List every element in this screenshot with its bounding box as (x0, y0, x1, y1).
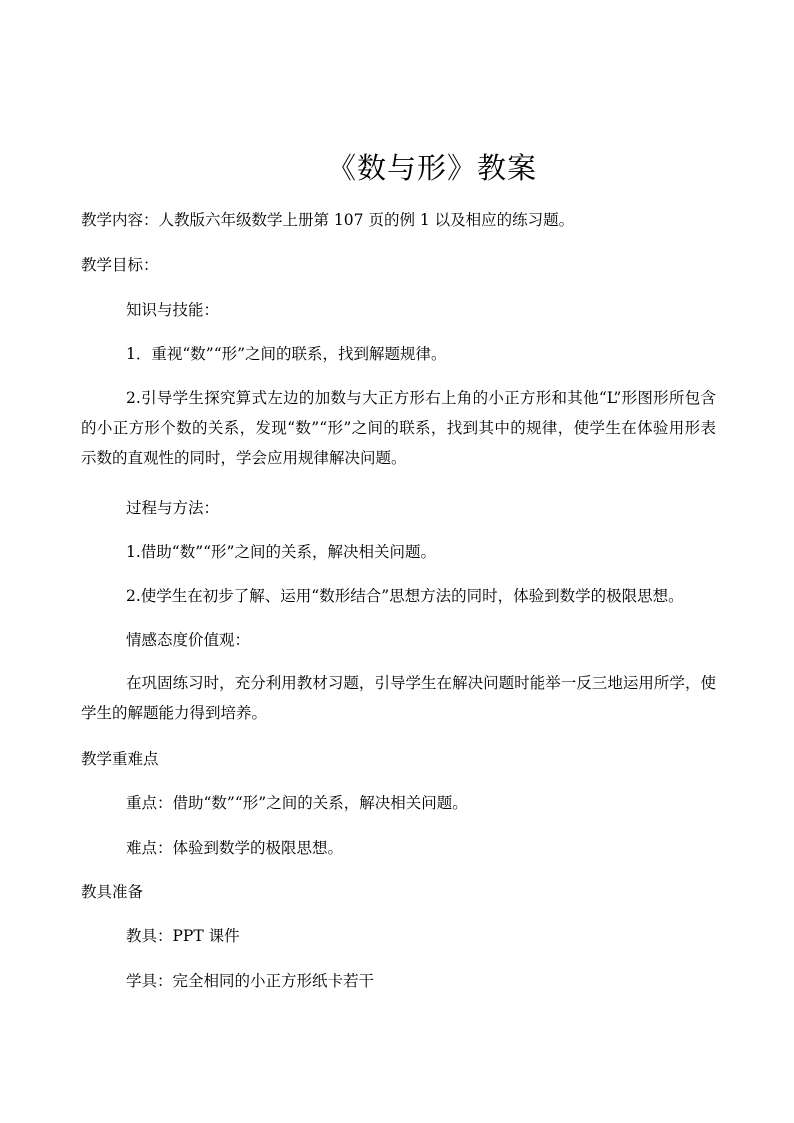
objectives-heading: 教学目标： (81, 256, 159, 274)
teaching-content-line: 教学内容：人教版六年级数学上册第 107 页的例 1 以及相应的练习题。 (81, 211, 575, 229)
emotion-text-content: 在巩固练习时，充分利用教材习题，引导学生在解决问题时能举一反三地运用所学，使学生的解题能力得到培养。 (81, 674, 716, 722)
key-points-heading: 教学重难点 (81, 750, 159, 768)
knowledge-item-2-text: 2.引导学生探究算式左边的加数与大正方形右上角的小正方形和其他“L”形图形所包含的小正方形个数的关系，发现“数”“形”之间的联系，找到其中的规律，使学生在体验用形表示数的直观性的同时，学会应用规律解决问题。 (81, 389, 716, 467)
student-tools: 学具：完全相同的小正方形纸卡若干 (126, 972, 375, 990)
tools-heading: 教具准备 (81, 883, 144, 901)
process-item-2: 2.使学生在初步了解、运用“数形结合”思想方法的同时，体验到数学的极限思想。 (126, 587, 684, 605)
page-title: 《数与形》教案 (326, 151, 537, 185)
emotion-text (81, 668, 716, 728)
teacher-tools: 教具：PPT 课件 (126, 927, 240, 945)
emotion-heading: 情感态度价值观： (126, 631, 251, 649)
key-point: 重点：借助“数”“形”之间的关系，解决相关问题。 (126, 794, 468, 812)
knowledge-item-1: 1．重视“数”“形”之间的联系，找到解题规律。 (126, 345, 447, 363)
process-item-1: 1.借助“数”“形”之间的关系，解决相关问题。 (126, 543, 436, 561)
difficult-point: 难点：体验到数学的极限思想。 (126, 839, 344, 857)
knowledge-heading: 知识与技能： (126, 301, 220, 319)
process-heading: 过程与方法： (126, 499, 220, 517)
knowledge-item-2 (81, 383, 716, 473)
